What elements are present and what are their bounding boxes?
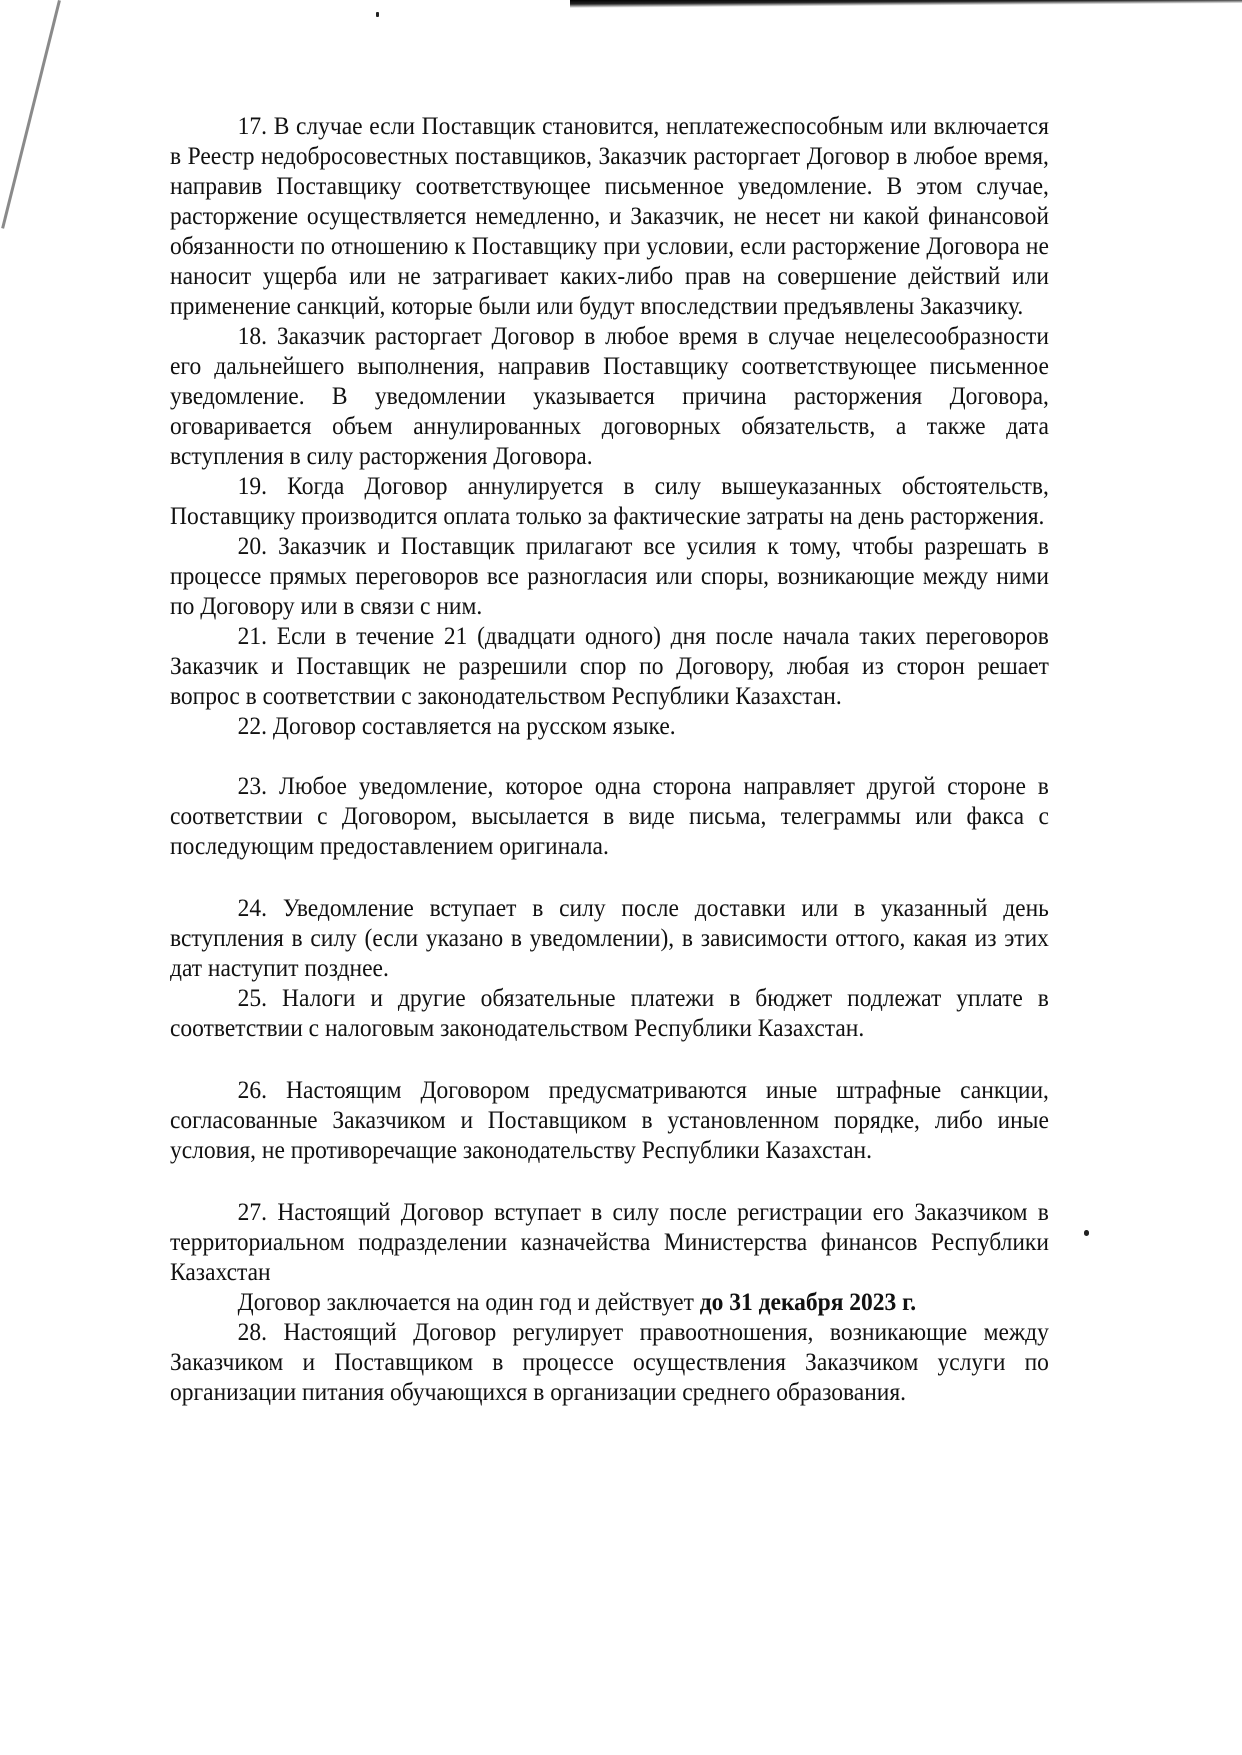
contract-term [170, 1288, 1049, 1318]
scan-speck [376, 12, 379, 17]
clause-19: 19. Когда Договор аннулируется в силу вышеуказанных обстоятельств, Поставщику производится оплата только за фактические затраты на день расторжения. [170, 473, 1049, 530]
clause-18: 18. Заказчик расторгает Договор в любое время в случае нецелесообразности его дальнейшего выполнения, направив Поставщику соответствующее письменное уведомление. В уведомлении указывается причина расторжения Договора, оговаривается объем аннулированных договорных обязательств, а также дата вступления в силу расторжения Договора. [170, 323, 1049, 470]
clause-26: 26. Настоящим Договором предусматриваются иные штрафные санкции, согласованные Заказчиком и Поставщиком в установленном порядке, либо иные условия, не противоречащие законодательству Республики Казахстан. [170, 1077, 1049, 1164]
clause-17: 17. В случае если Поставщик становится, неплатежеспособным или включается в Реестр недобросовестных поставщиков, Заказчик расторгает Договор в любое время, направив Поставщику соответствующее письменное уведомление. В этом случае, расторжение осуществляется немедленно, и Заказчик, не несет ни какой финансовой обязанности по отношению к Поставщику при условии, если расторжение Договора не наносит ущерба или не затрагивает каких-либо прав на совершение действий или применение санкций, которые были или будут впоследствии предъявлены Заказчику. [170, 113, 1049, 320]
clause-27: 27. Настоящий Договор вступает в силу после регистрации его Заказчиком в территориальном подразделении казначейства Министерства финансов Республики Казахстан [170, 1199, 1049, 1286]
clause-20: 20. Заказчик и Поставщик прилагают все усилия к тому, чтобы разрешать в процессе прямых переговоров все разногласия или споры, возникающие между ними по Договору или в связи с ним. [170, 533, 1049, 620]
contract-end-date: до 31 декабря 2023 г. [699, 1289, 917, 1316]
document-page [170, 112, 1049, 1408]
contract-term-text: Договор заключается на один год и действует [237, 1289, 700, 1316]
clause-24: 24. Уведомление вступает в силу после доставки или в указанный день вступления в силу (если указано в уведомлении), в зависимости оттого, какая из этих дат наступит позднее. [170, 895, 1049, 982]
clause-22: 22. Договор составляется на русском языке. [237, 713, 676, 740]
scan-edge-artifact [570, 0, 1242, 8]
clause-23: 23. Любое уведомление, которое одна сторона направляет другой стороне в соответствии с Договором, высылается в виде письма, телеграммы или факса с последующим предоставлением оригинала. [170, 773, 1049, 860]
clause-28: 28. Настоящий Договор регулирует правоотношения, возникающие между Заказчиком и Поставщиком в процессе осуществления Заказчиком услуги по организации питания обучающихся в организации среднего образования. [170, 1319, 1049, 1406]
scan-line-artifact [1, 0, 61, 229]
clause-25: 25. Налоги и другие обязательные платежи в бюджет подлежат уплате в соответствии с налоговым законодательством Республики Казахстан. [170, 985, 1049, 1042]
clause-21: 21. Если в течение 21 (двадцати одного) дня после начала таких переговоров Заказчик и Поставщик не разрешили спор по Договору, любая из сторон решает вопрос в соответствии с законодательством Республики Казахстан. [170, 623, 1049, 710]
scan-speck [1084, 1230, 1089, 1236]
